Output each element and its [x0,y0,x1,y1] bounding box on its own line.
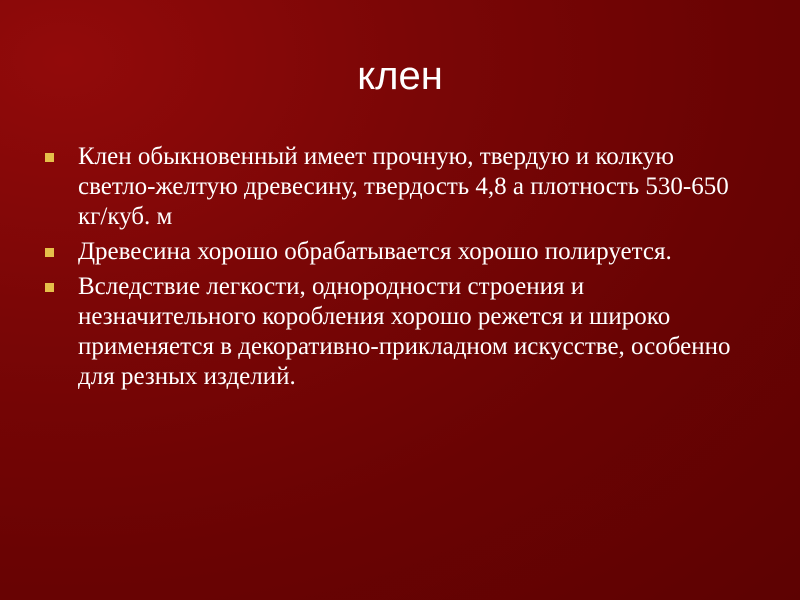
bullet-text: Древесина хорошо обрабатывается хорошо полируется. [78,238,672,265]
bullet-text: Клен обыкновенный имеет прочную, твердую и колкую светло-желтую древесину, твердость 4,8 а плотность 530-650 кг/куб. м [78,143,729,230]
bullet-item-3 [45,272,750,392]
slide-title: клен [357,54,443,98]
bullet-list [45,142,750,397]
bullet-text: Вследствие легкости, однородности строения и незначительного коробления хорошо режется и широко применяется в декоративно-прикладном искусстве, особенно для резных изделий. [78,273,731,390]
square-bullet-icon [45,153,54,162]
square-bullet-icon [45,248,54,257]
square-bullet-icon [45,283,54,292]
bullet-item-1 [45,142,750,232]
bullet-item-2 [45,237,750,267]
